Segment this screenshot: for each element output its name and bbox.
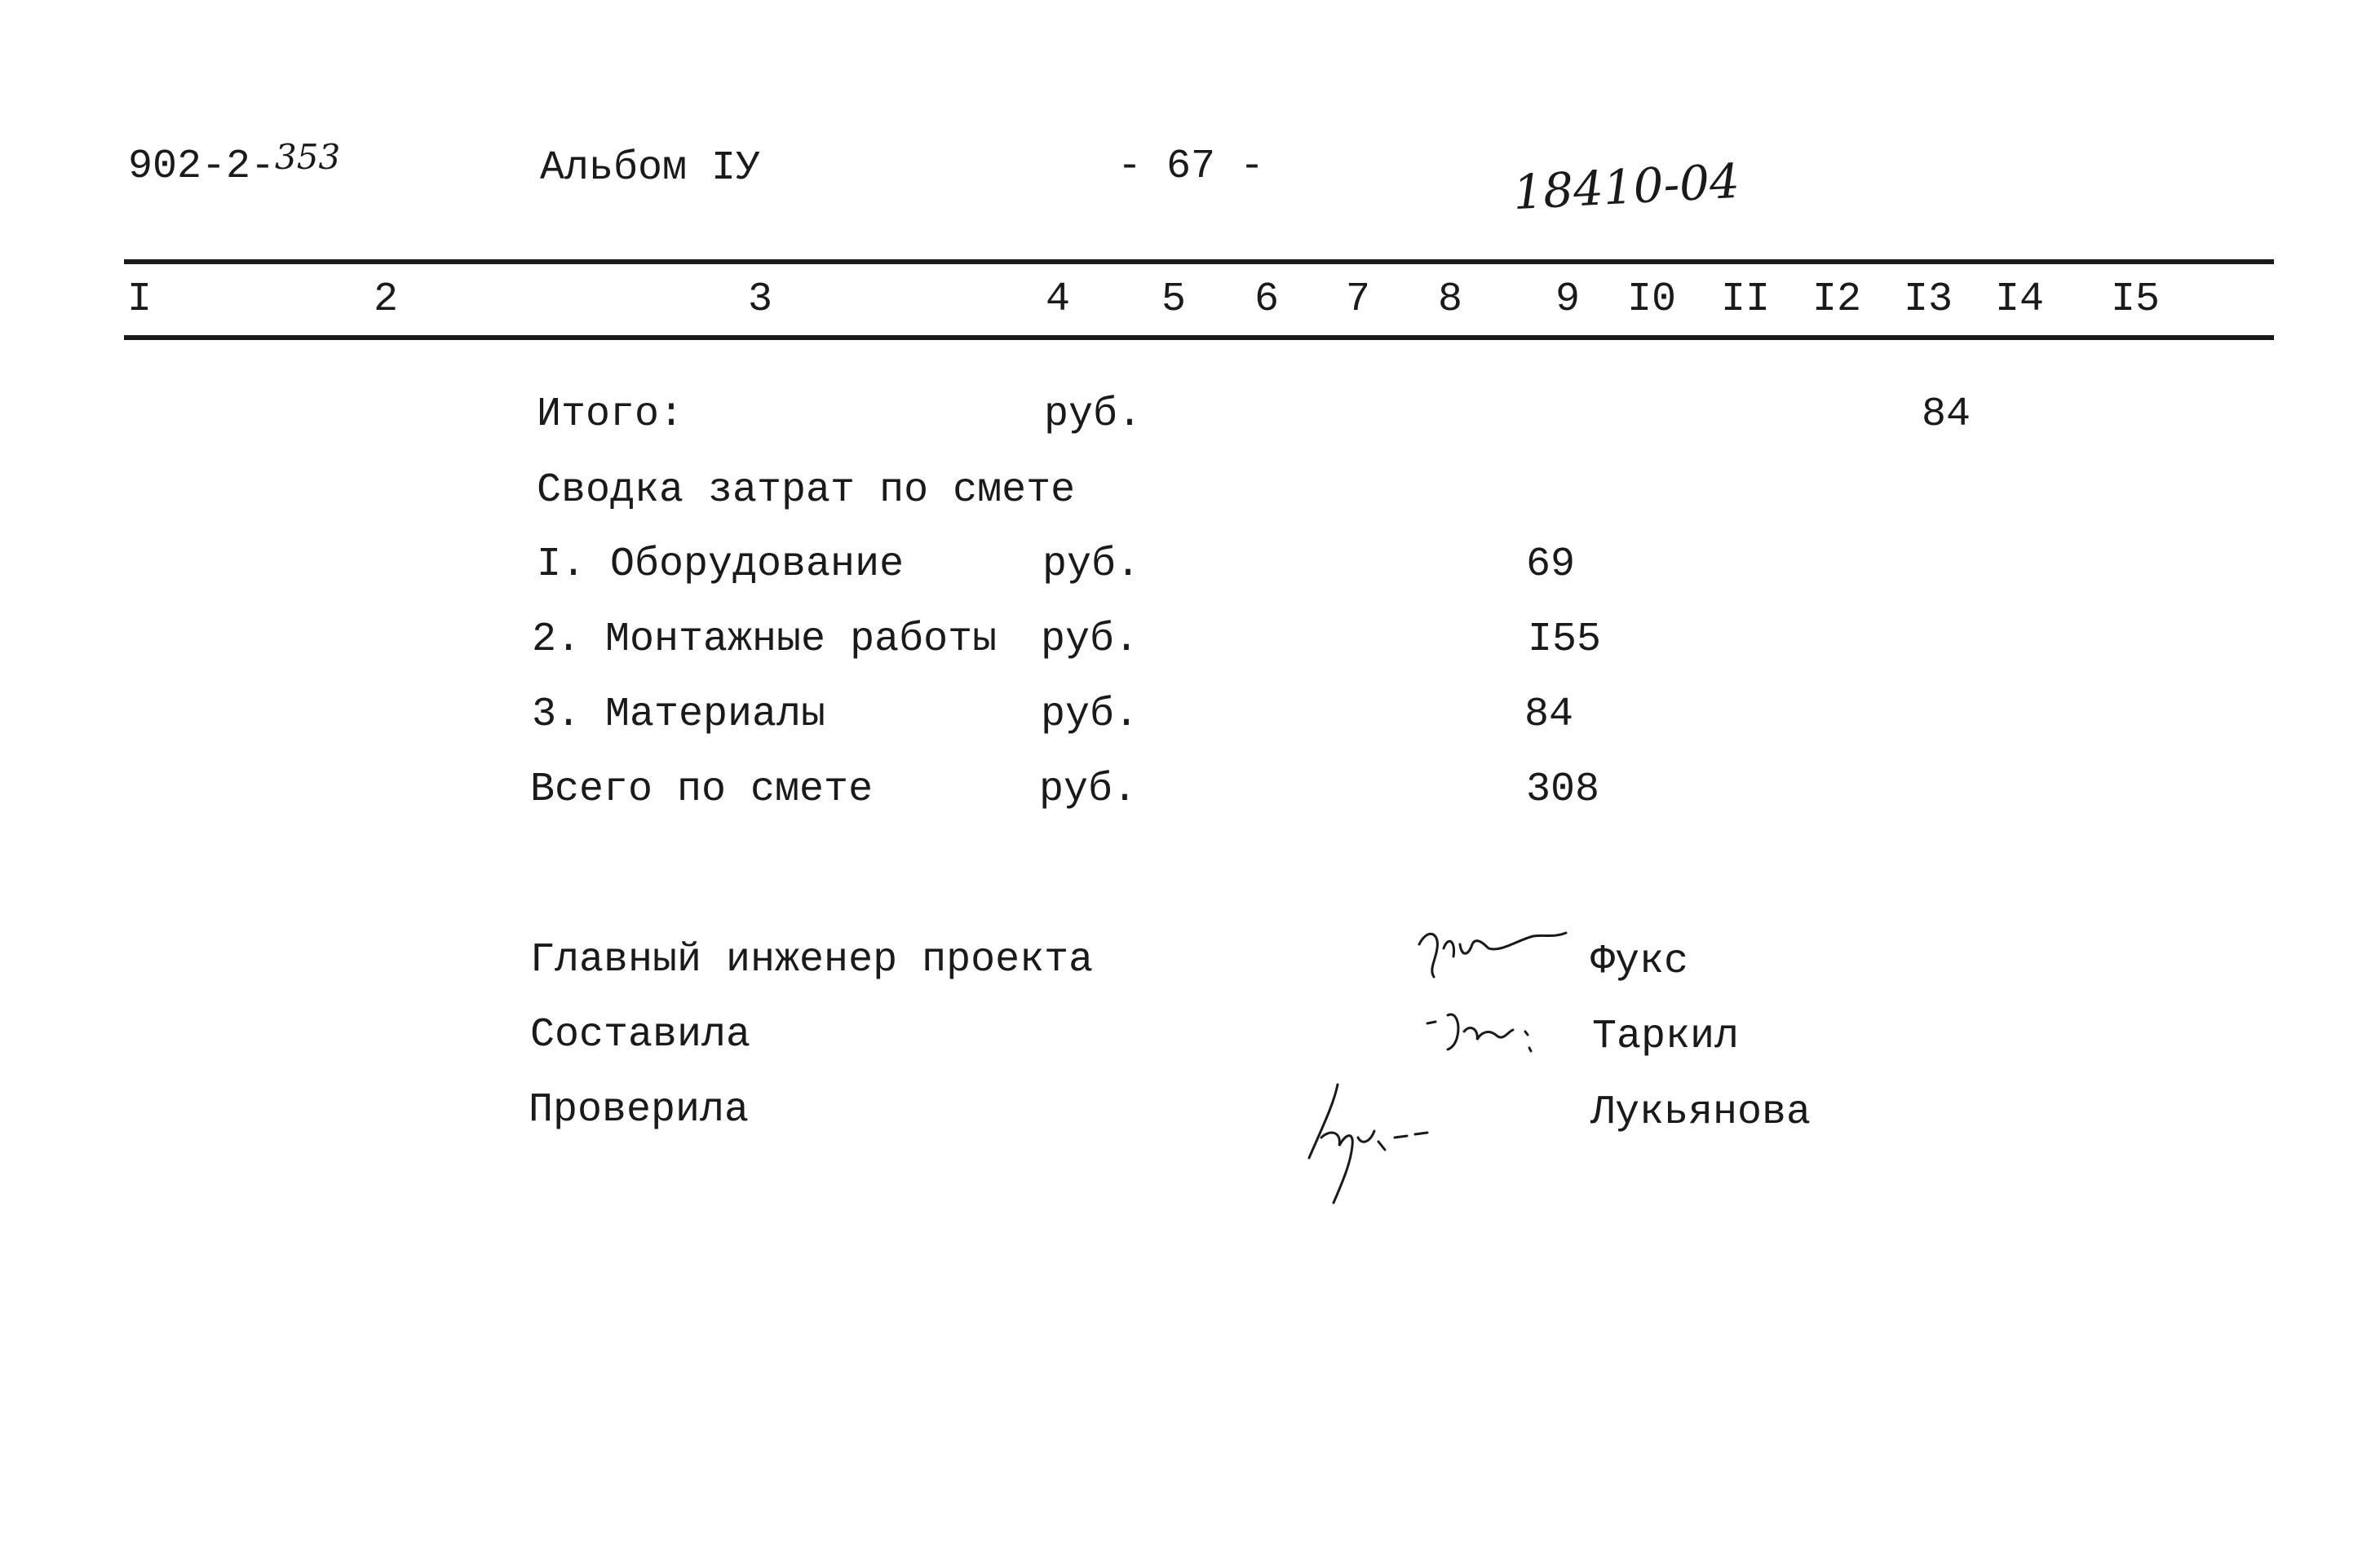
column-number: II [1721,276,1771,323]
column-number: 5 [1161,276,1187,323]
table-top-rule [124,259,2274,264]
handwritten-signature [1297,1080,1452,1211]
summary-row-unit: руб. [1041,616,1139,663]
total-unit: руб. [1044,391,1143,438]
summary-row-value: 84 [1524,691,1574,738]
signature-name: Лукьянова [1590,1089,1812,1136]
table-bottom-rule [124,335,2274,340]
summary-row-value: 308 [1526,767,1600,813]
column-number: I0 [1627,276,1677,323]
signature-name: Таркил [1592,1014,1740,1060]
summary-row-unit: руб. [1041,691,1139,738]
summary-title: Сводка затрат по смете [537,467,1076,514]
column-number: I3 [1904,276,1953,323]
handwritten-signature [1411,912,1574,985]
column-number: I2 [1812,276,1862,323]
column-number: 3 [748,276,773,323]
total-value: 84 [1922,391,1971,438]
summary-row-label: 3. Материалы [532,691,826,738]
column-number: I [127,276,153,323]
summary-row-label: 2. Монтажные работы [532,616,998,663]
album-label: Альбом IУ [540,145,761,192]
column-number: 6 [1254,276,1280,323]
total-label: Итого: [537,391,684,438]
summary-row-unit: руб. [1039,767,1138,813]
page-number: - 67 - [1117,144,1265,190]
summary-row-label: Всего по смете [530,767,874,813]
summary-row-value: I55 [1528,616,1602,663]
handwritten-number: 18410-04 [1511,152,1741,221]
column-number: 7 [1346,276,1371,323]
column-number: 9 [1555,276,1581,323]
signature-name: Фукс [1590,939,1689,985]
column-number: 4 [1046,276,1071,323]
handwritten-signature [1423,999,1546,1064]
signature-role: Главный инженер проекта [530,937,1094,983]
column-number: 8 [1438,276,1463,323]
document-code [128,137,341,190]
document-code-printed: 902-2- [128,144,276,190]
summary-row-label: I. Оборудование [537,541,905,588]
document-code-handwritten: 353 [275,137,341,177]
column-number: 2 [374,276,399,323]
signature-role: Проверила [529,1087,750,1133]
signature-role: Составила [530,1012,751,1058]
summary-row-unit: руб. [1042,541,1141,588]
column-number: I4 [1995,276,2045,323]
column-number: I5 [2111,276,2161,323]
summary-row-value: 69 [1526,541,1576,588]
